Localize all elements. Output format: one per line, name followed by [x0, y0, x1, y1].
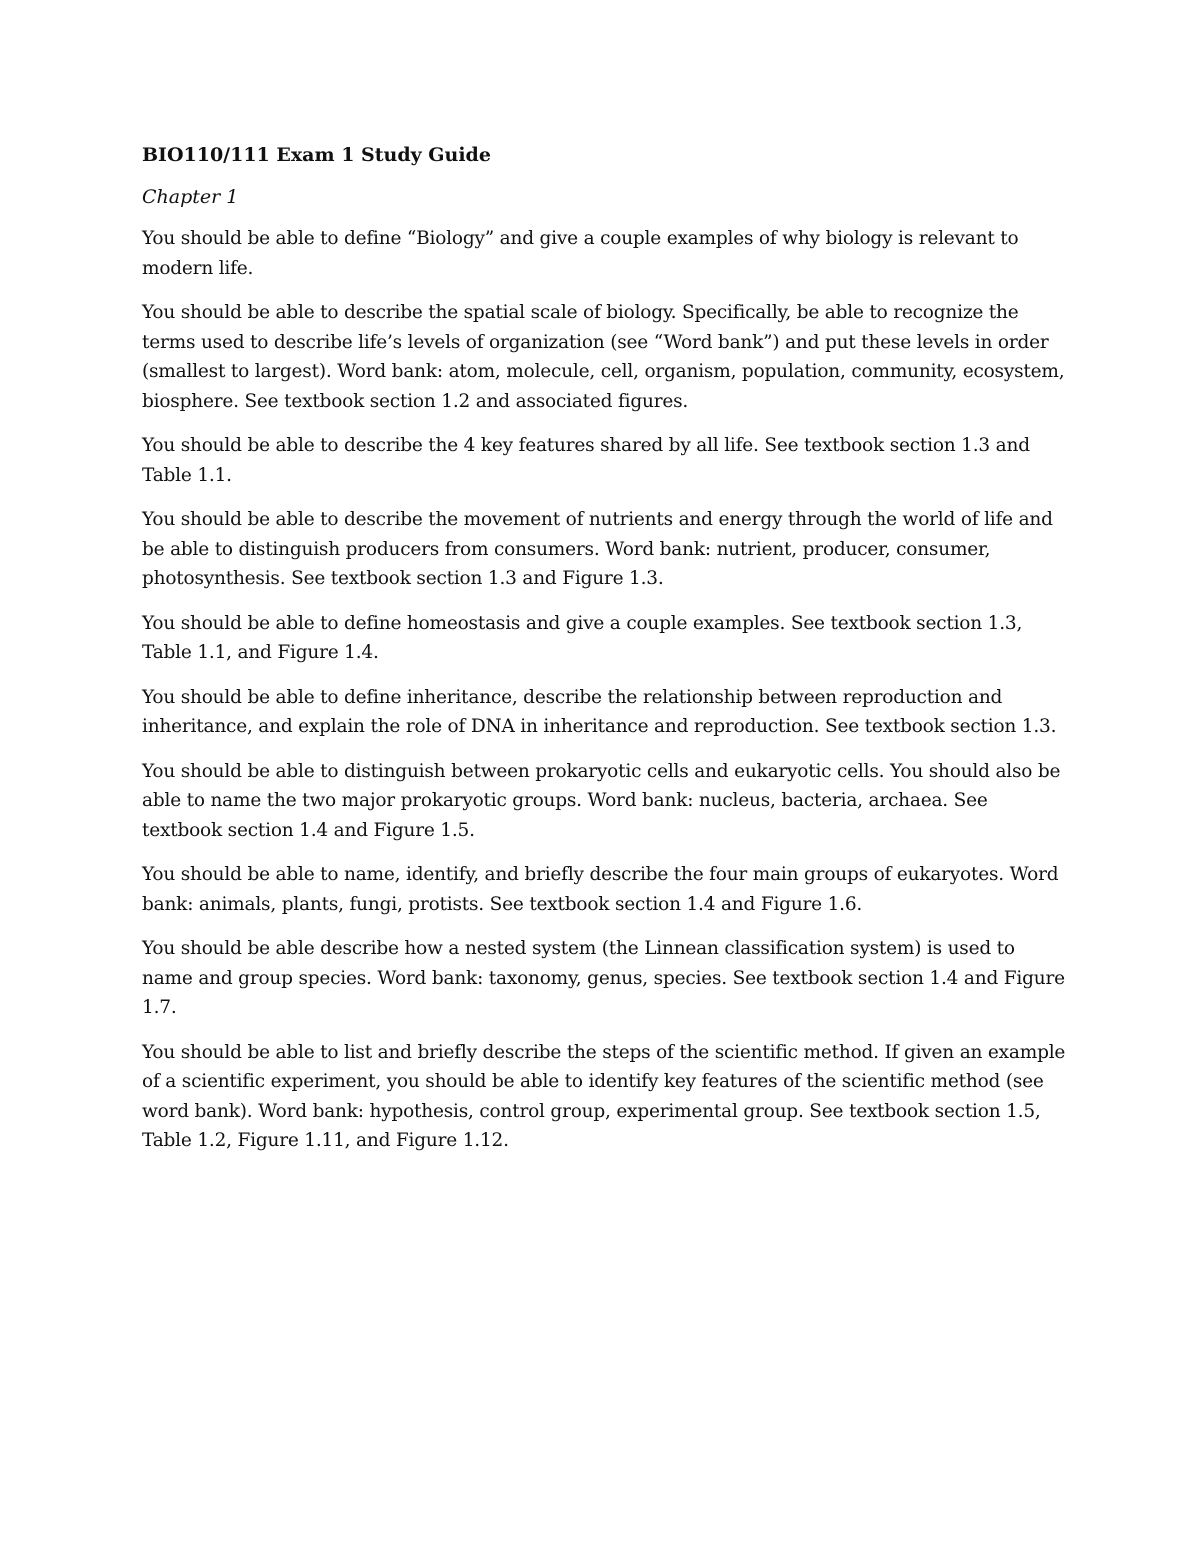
document-page: [142, 140, 1067, 1171]
document-title: BIO110/111 Exam 1 Study Guide: [142, 144, 491, 166]
paragraph-eukaryote-groups: You should be able to name, identify, and briefly describe the four main groups of eukaryotes. Word bank: animals, plants, fungi, protists. See textbook section 1.4 and Figure 1.6.: [142, 864, 1059, 915]
paragraph-linnean-classification: You should be able describe how a nested system (the Linnean classification system) is used to name and group species. Word bank: taxonomy, genus, species. See textbook section 1.4 and Figure 1.7.: [142, 938, 1065, 1018]
chapter-heading: Chapter 1: [142, 186, 239, 208]
paragraph-biology-definition: You should be able to define “Biology” and give a couple examples of why biology is relevant to modern life.: [142, 228, 1019, 279]
paragraph-homeostasis: You should be able to define homeostasis and give a couple examples. See textbook section 1.3, Table 1.1, and Figure 1.4.: [142, 612, 1023, 663]
paragraph-key-features: You should be able to describe the 4 key features shared by all life. See textbook section 1.3 and Table 1.1.: [142, 435, 1030, 486]
paragraph-nutrients-energy: You should be able to describe the movement of nutrients and energy through the world of life and be able to distinguish producers from consumers. Word bank: nutrient, producer, consumer, photosynthesis. See textbook section 1.3 and Figure 1.3.: [142, 509, 1053, 589]
paragraph-prokaryotic-eukaryotic: You should be able to distinguish between prokaryotic cells and eukaryotic cells. You should also be able to name the two major prokaryotic groups. Word bank: nucleus, bacteria, archaea. See textbook section 1.4 and Figure 1.5.: [142, 760, 1061, 841]
paragraph-spatial-scale: You should be able to describe the spatial scale of biology. Specifically, be able to recognize the terms used to describe life’s levels of organization (see “Word bank”) and put these levels in order (smallest to largest). Word bank: atom, molecule, cell, organism, population, community, ecosystem, biosphere. See textbook section 1.2 and associated figures.: [142, 302, 1065, 412]
paragraph-scientific-method: You should be able to list and briefly describe the steps of the scientific method. If given an example of a scientific experiment, you should be able to identify key features of the scientific method (see word bank). Word bank: hypothesis, control group, experimental group. See textbook section 1.5, Table 1.2, Figure 1.11, and Figure 1.12.: [142, 1041, 1066, 1151]
paragraph-inheritance: You should be able to define inheritance, describe the relationship between reproduction and inheritance, and explain the role of DNA in inheritance and reproduction. See textbook section 1.3.: [142, 686, 1057, 737]
